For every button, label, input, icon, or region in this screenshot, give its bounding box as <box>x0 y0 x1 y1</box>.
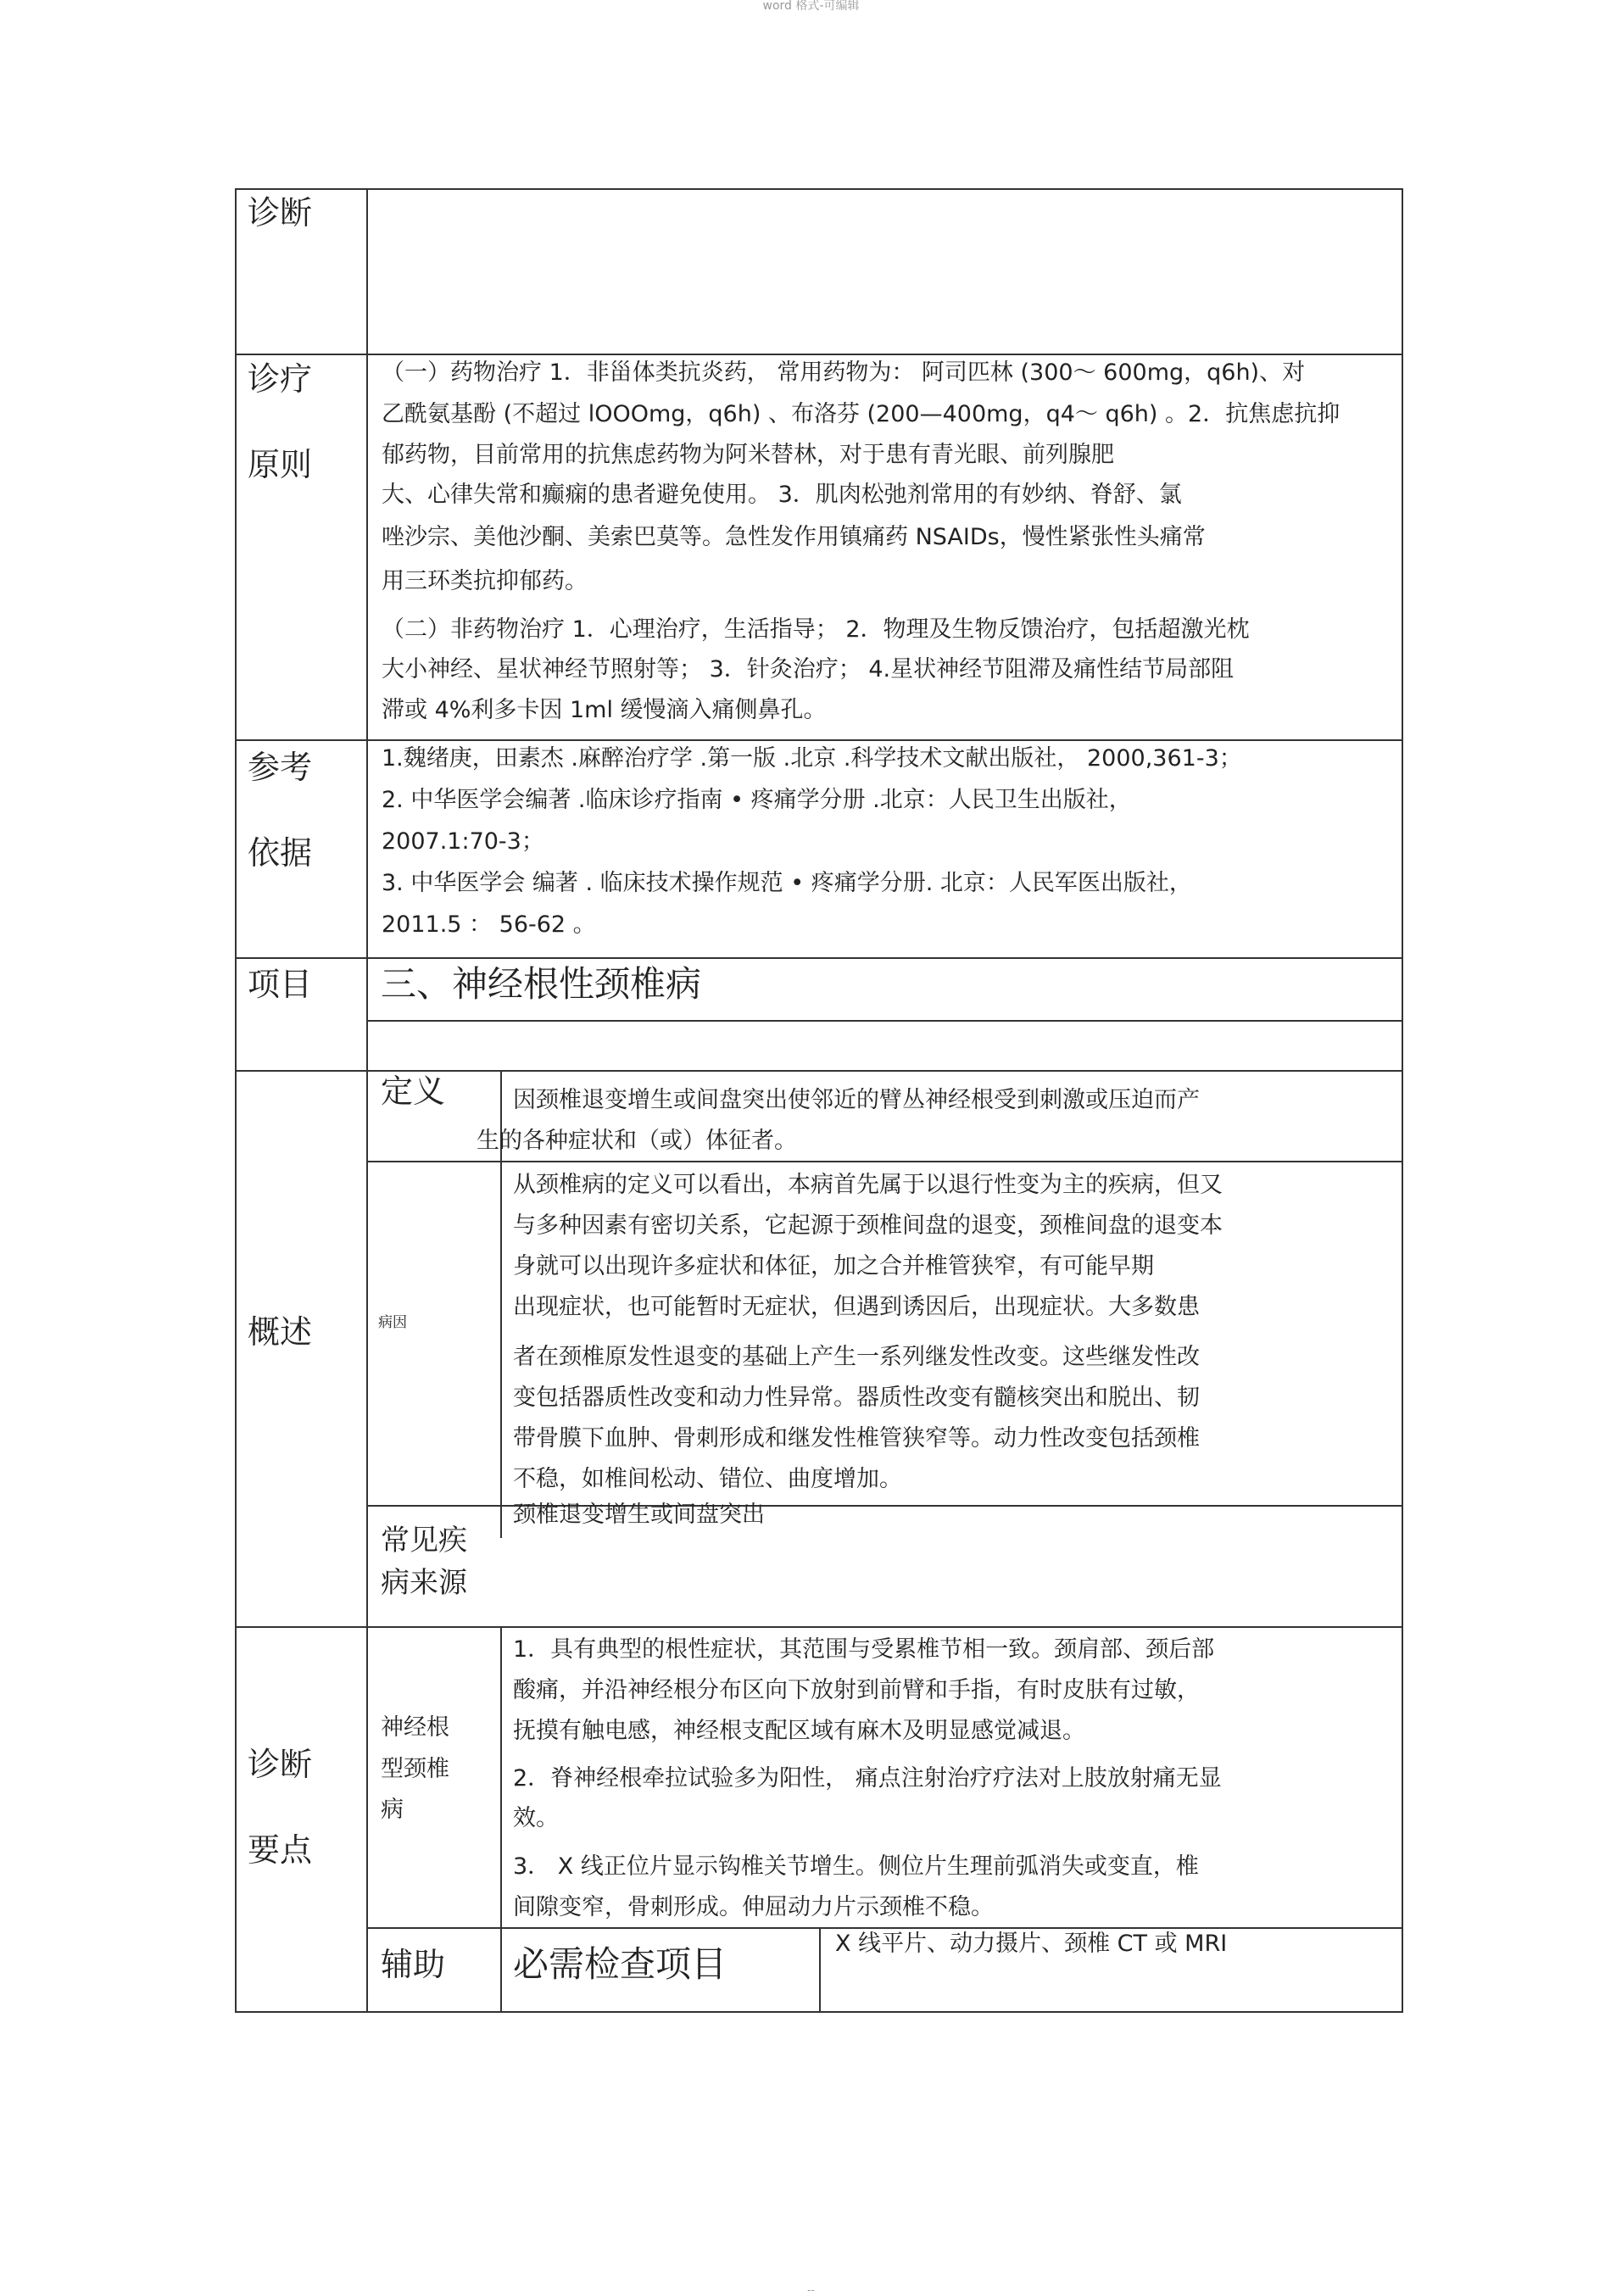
diagnosis-points-text-line: 效。 <box>513 1805 559 1831</box>
reference-label-line-1: 参考 <box>248 749 313 786</box>
required-exam-label: 必需检查项目 <box>513 1943 727 1985</box>
etiology-label: 病因 <box>378 1314 407 1331</box>
row-divider <box>235 957 1403 959</box>
principle-text-line: 郁药物，目前常用的抗焦虑药物为阿米替林，对于患有青光眼、前列腺肥 <box>382 442 1114 468</box>
principle-text-line: 大小神经、星状神经节照射等； 3．针灸治疗； 4.星状神经节阻滞及痛性结节局部阻 <box>382 656 1235 683</box>
page-header: word 格式-可编辑 <box>762 0 860 13</box>
cervical-type-label-line-2: 型颈椎 <box>381 1756 449 1782</box>
column-divider <box>366 188 368 2013</box>
item-title: 三、神经根性颈椎病 <box>381 963 702 1005</box>
diagnosis-points-label-line-2: 要点 <box>248 1831 313 1869</box>
etiology-text-line: 与多种因素有密切关系，它起源于颈椎间盘的退变，颈椎间盘的退变本 <box>513 1212 1223 1239</box>
principle-text-line: 用三环类抗抑郁药。 <box>382 568 588 594</box>
principle-text-line: 唑沙宗、美他沙酮、美索巴莫等。急性发作用镇痛药 NSAIDs，慢性紧张性头痛常 <box>382 524 1206 550</box>
principle-text-line: 滞或 4%利多卡因 1ml 缓慢滴入痛侧鼻孔。 <box>382 697 827 723</box>
row-divider <box>235 354 1403 355</box>
row-divider <box>235 739 1403 741</box>
reference-text-line: 1.魏绪庚，田素杰 .麻醉治疗学 .第一版 .北京 .科学技术文献出版社， 2000,361-3； <box>382 745 1242 772</box>
reference-text-line: 3. 中华医学会 编著 . 临床技术操作规范 • 疼痛学分册. 北京：人民军医出版社， <box>382 870 1192 896</box>
diagnosis-label: 诊断 <box>248 194 313 231</box>
cervical-type-label-line-3: 病 <box>381 1797 404 1823</box>
principle-text-line: （一）药物治疗 1．非甾体类抗炎药， 常用药物为： 阿司匹林 (300～ 600mg，q6h)、对 <box>382 359 1306 386</box>
page-footer: -- <box>807 2284 815 2296</box>
column-divider <box>819 1927 821 2013</box>
table-border-right <box>1402 188 1403 2013</box>
diagnosis-points-text-line: 2．脊神经根牵拉试验多为阳性， 痛点注射治疗疗法对上肢放射痛无显 <box>513 1765 1222 1792</box>
definition-label: 定义 <box>381 1073 446 1110</box>
cervical-type-label-line-1: 神经根 <box>381 1714 449 1741</box>
principle-label-line-1: 诊疗 <box>248 360 313 398</box>
row-divider <box>366 1927 1403 1929</box>
row-divider <box>235 1626 1403 1628</box>
reference-label-line-2: 依据 <box>248 834 313 872</box>
etiology-text-line: 变包括器质性改变和动力性异常。器质性改变有髓核突出和脱出、韧 <box>513 1385 1200 1411</box>
overview-label: 概述 <box>248 1313 313 1351</box>
etiology-text-line: 带骨膜下血肿、骨刺形成和继发性椎管狭窄等。动力性改变包括颈椎 <box>513 1425 1200 1452</box>
reference-text-line: 2007.1:70-3； <box>382 828 544 855</box>
principle-text-line: （二）非药物治疗 1．心理治疗，生活指导； 2．物理及生物反馈治疗，包括超激光枕 <box>382 616 1250 643</box>
diagnosis-points-text-line: 酸痛，并沿神经根分布区向下放射到前臂和手指，有时皮肤有过敏， <box>513 1677 1200 1703</box>
column-divider <box>500 1626 502 2013</box>
principle-text-line: 大、心律失常和癫痫的患者避免使用。 3．肌肉松弛剂常用的有妙纳、脊舒、氯 <box>382 482 1182 508</box>
common-source-label-line-1: 常见疾 <box>381 1524 467 1558</box>
item-label: 项目 <box>248 966 313 1003</box>
reference-text-line: 2. 中华医学会编著 .临床诊疗指南 • 疼痛学分册 .北京：人民卫生出版社， <box>382 787 1132 813</box>
row-divider <box>366 1161 1403 1162</box>
diagnosis-points-text-line: 1．具有典型的根性症状，其范围与受累椎节相一致。颈肩部、颈后部 <box>513 1636 1215 1663</box>
table-border-left <box>235 188 237 2013</box>
etiology-text-line: 身就可以出现许多症状和体征，加之合并椎管狭窄，有可能早期 <box>513 1253 1154 1279</box>
etiology-text-line: 者在颈椎原发性退变的基础上产生一系列继发性改变。这些继发性改 <box>513 1344 1200 1370</box>
common-source-text: 颈椎退变增生或间盘突出 <box>513 1502 765 1528</box>
etiology-text-line: 不稳，如椎间松动、错位、曲度增加。 <box>513 1466 902 1492</box>
etiology-text-line: 从颈椎病的定义可以看出，本病首先属于以退行性变为主的疾病，但又 <box>513 1172 1223 1198</box>
required-exam-items: X 线平片、动力摄片、颈椎 CT 或 MRI <box>835 1931 1228 1957</box>
auxiliary-label: 辅助 <box>381 1946 446 1983</box>
common-source-label-line-2: 病来源 <box>381 1566 467 1600</box>
principle-label-line-2: 原则 <box>248 446 313 483</box>
definition-text-line: 生的各种症状和（或）体征者。 <box>477 1128 797 1154</box>
diagnosis-points-text-line: 间隙变窄，骨刺形成。伸屈动力片示颈椎不稳。 <box>513 1894 994 1920</box>
diagnosis-points-text-line: 抚摸有触电感，神经根支配区域有麻木及明显感觉减退。 <box>513 1718 1085 1744</box>
principle-text-line: 乙酰氨基酚 (不超过 lOOOmg，q6h) 、布洛芬 (200—400mg，q4～ q6h) 。2．抗焦虑抗抑 <box>382 401 1341 427</box>
diagnosis-points-label-line-1: 诊断 <box>248 1746 313 1783</box>
reference-text-line: 2011.5 ： 56-62 。 <box>382 911 596 938</box>
table-border-top <box>235 188 1403 190</box>
definition-text-line: 因颈椎退变增生或间盘突出使邻近的臂丛神经根受到刺激或压迫而产 <box>513 1087 1200 1113</box>
diagnosis-points-text-line: 3． X 线正位片显示钩椎关节增生。侧位片生理前弧消失或变直，椎 <box>513 1853 1199 1880</box>
row-divider <box>366 1020 1403 1022</box>
etiology-text-line: 出现症状，也可能暂时无症状，但遇到诱因后，出现症状。大多数患 <box>513 1294 1200 1320</box>
